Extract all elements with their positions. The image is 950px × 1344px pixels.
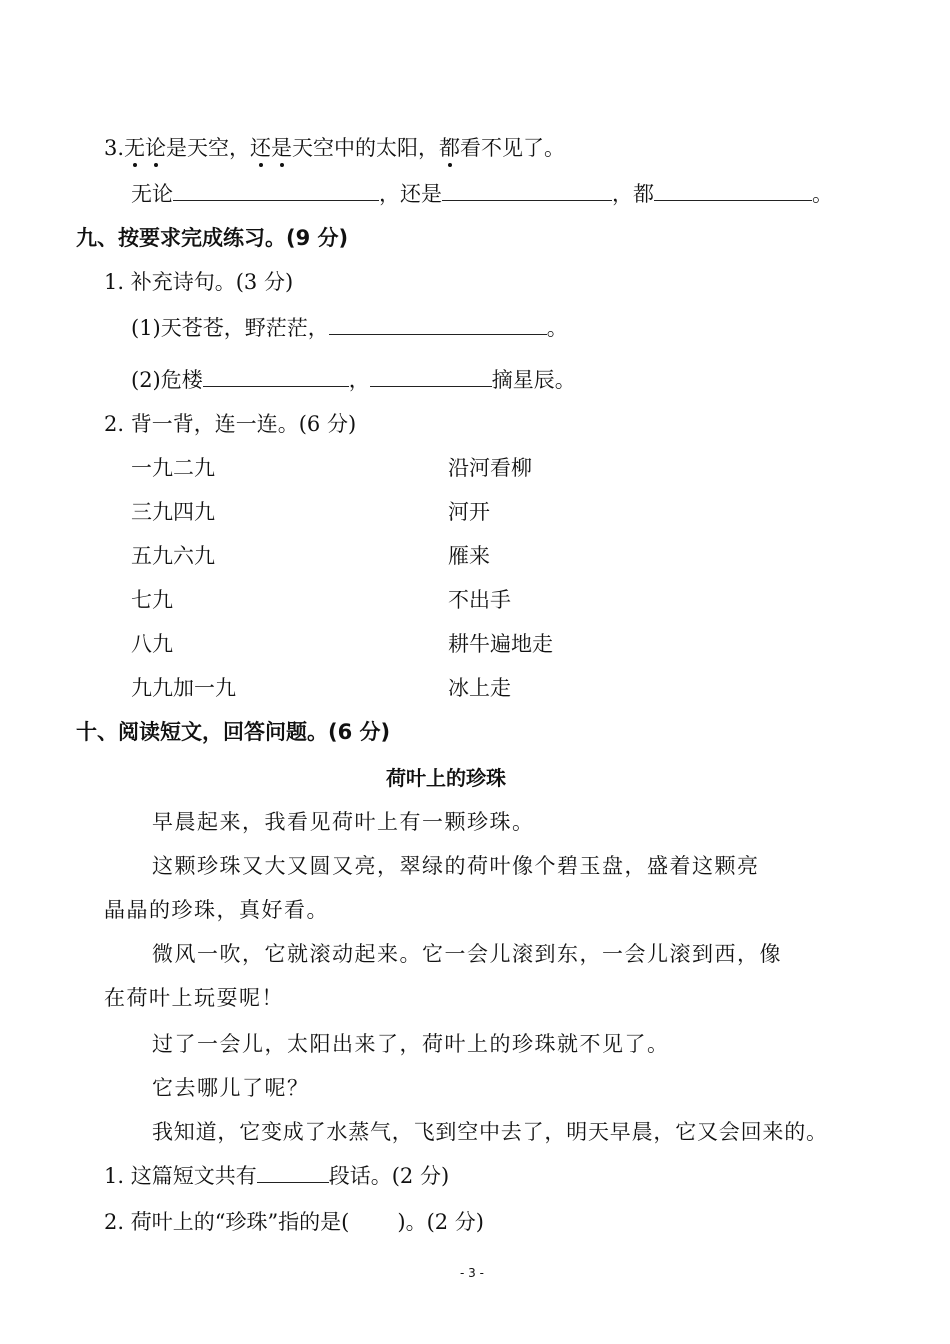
answer-blank[interactable] <box>203 366 349 387</box>
page-number: - 3 - <box>460 1266 484 1280</box>
answer-blank[interactable] <box>329 314 547 335</box>
answer-blank[interactable] <box>257 1162 329 1183</box>
sentence-part: 天空中的太阳， <box>292 136 440 160</box>
poem-text: 。 <box>546 316 568 340</box>
emphasis-char: 是 <box>271 136 293 160</box>
q9-2-label: 2. 背一背，连一连。(6 分) <box>104 412 357 436</box>
match-right-item[interactable]: 沿河看柳 <box>448 456 532 480</box>
poem-text: ， <box>348 368 370 392</box>
question-text: )。(2 分) <box>397 1210 485 1234</box>
section-10-heading: 十、阅读短文，回答问题。(6 分) <box>76 720 391 744</box>
poem-text: (1)天苍苍，野茫茫， <box>131 316 329 340</box>
answer-blank[interactable] <box>442 180 612 201</box>
emphasis-char: 无 <box>124 136 146 160</box>
match-left-item[interactable]: 八九 <box>131 632 173 656</box>
emphasis-char: 还 <box>250 136 272 160</box>
passage-paragraph: 它去哪儿了呢？ <box>152 1076 310 1100</box>
prompt-text: 。 <box>812 182 833 206</box>
answer-blank[interactable] <box>173 180 379 201</box>
poem-text: (2)危楼 <box>131 368 203 392</box>
passage-paragraph: 在荷叶上玩耍呢！ <box>104 986 284 1010</box>
match-right-item[interactable]: 冰上走 <box>448 676 511 700</box>
match-left-item[interactable]: 七九 <box>131 588 173 612</box>
passage-paragraph: 早晨起来，我看见荷叶上有一颗珍珠。 <box>152 810 535 834</box>
q10-2 <box>104 1208 484 1236</box>
q9-1-a <box>131 314 568 342</box>
match-left-item[interactable]: 九九加一九 <box>131 676 236 700</box>
match-left-item[interactable]: 五九六九 <box>131 544 215 568</box>
question-text: 1. 这篇短文共有 <box>104 1164 257 1188</box>
match-right-item[interactable]: 不出手 <box>448 588 511 612</box>
q8-3-answer-line <box>131 180 833 208</box>
sentence-part: 看不见了。 <box>460 136 566 160</box>
section-9-heading: 九、按要求完成练习。(9 分) <box>76 226 349 250</box>
match-left-item[interactable]: 三九四九 <box>131 500 215 524</box>
q8-3-sentence <box>104 134 565 162</box>
prompt-text: ，都 <box>612 182 654 206</box>
answer-blank[interactable] <box>370 366 492 387</box>
prompt-text: ，还是 <box>379 182 442 206</box>
q-number: 3. <box>104 136 125 160</box>
passage-title: 荷叶上的珍珠 <box>386 766 506 790</box>
prompt-text: 无论 <box>131 182 173 206</box>
poem-text: 摘星辰。 <box>491 368 576 392</box>
passage-paragraph: 这颗珍珠又大又圆又亮，翠绿的荷叶像个碧玉盘，盛着这颗亮 <box>152 854 760 878</box>
q10-1 <box>104 1162 449 1190</box>
q9-1-b <box>131 366 576 394</box>
q9-1-label: 1. 补充诗句。(3 分) <box>104 270 294 294</box>
passage-paragraph: 晶晶的珍珠，真好看。 <box>104 898 329 922</box>
passage-paragraph: 我知道，它变成了水蒸气，飞到空中去了，明天早晨，它又会回来的。 <box>152 1120 828 1144</box>
question-text: 段话。(2 分) <box>328 1164 450 1188</box>
passage-paragraph: 微风一吹，它就滚动起来。它一会儿滚到东，一会儿滚到西，像 <box>152 942 782 966</box>
match-left-item[interactable]: 一九二九 <box>131 456 215 480</box>
match-right-item[interactable]: 耕牛遍地走 <box>448 632 553 656</box>
match-right-item[interactable]: 河开 <box>448 500 490 524</box>
answer-blank[interactable] <box>654 180 812 201</box>
sentence-part: 是天空， <box>166 136 251 160</box>
match-right-item[interactable]: 雁来 <box>448 544 490 568</box>
emphasis-char: 论 <box>145 136 167 160</box>
emphasis-char: 都 <box>439 136 461 160</box>
question-text: 2. 荷叶上的“珍珠”指的是( <box>104 1210 350 1234</box>
passage-paragraph: 过了一会儿，太阳出来了，荷叶上的珍珠就不见了。 <box>152 1032 670 1056</box>
